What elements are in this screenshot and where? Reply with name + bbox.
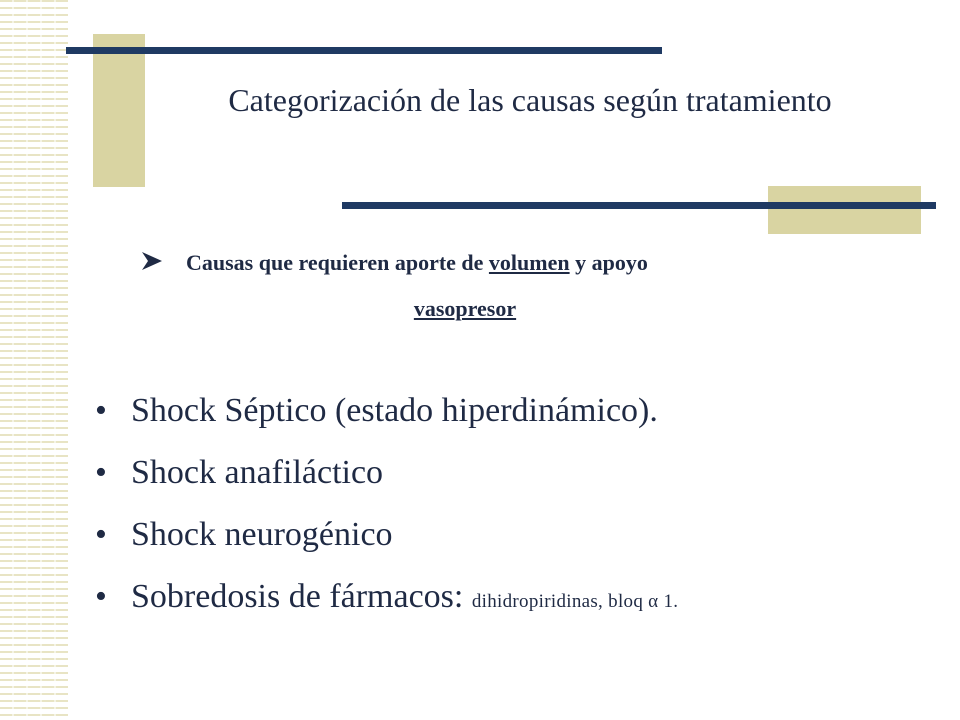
title-rule-top [66,47,662,54]
bullet-glyph: • [95,454,107,491]
bullet-glyph: • [95,516,107,553]
list-item [95,576,678,638]
subheading-underlined-vasopresor: vasopresor [413,296,517,321]
list-item [95,452,678,514]
bullet-glyph: • [95,578,107,615]
list-item-text: Shock neurogénico [131,516,393,553]
list-item-text: Sobredosis de fármacos: [131,578,472,615]
subheading-line-1 [140,250,648,278]
list-item-text: Shock anafiláctico [131,454,384,491]
list-item-text: Shock Séptico (estado hiperdinámico). [131,392,658,429]
bullet-glyph: • [95,392,107,429]
title-rule-bottom [342,202,936,209]
subheading-underlined-volumen: volumen [488,250,570,275]
subheading-line-2 [140,296,790,322]
list-item [95,514,678,576]
list-item-note: dihidropiridinas, bloq α 1. [471,591,679,612]
decorative-block-bottom [768,186,921,234]
decorative-hatched-strip [0,0,68,720]
subheading-text-2: y apoyo [569,250,648,275]
list-item [95,390,678,452]
subheading-text: Causas que requieren aporte de [186,250,489,275]
slide-title: Categorización de las causas según tratamiento [228,82,832,118]
arrow-right-icon [140,250,164,278]
decorative-block-top [93,34,145,187]
bullet-list [95,390,678,638]
